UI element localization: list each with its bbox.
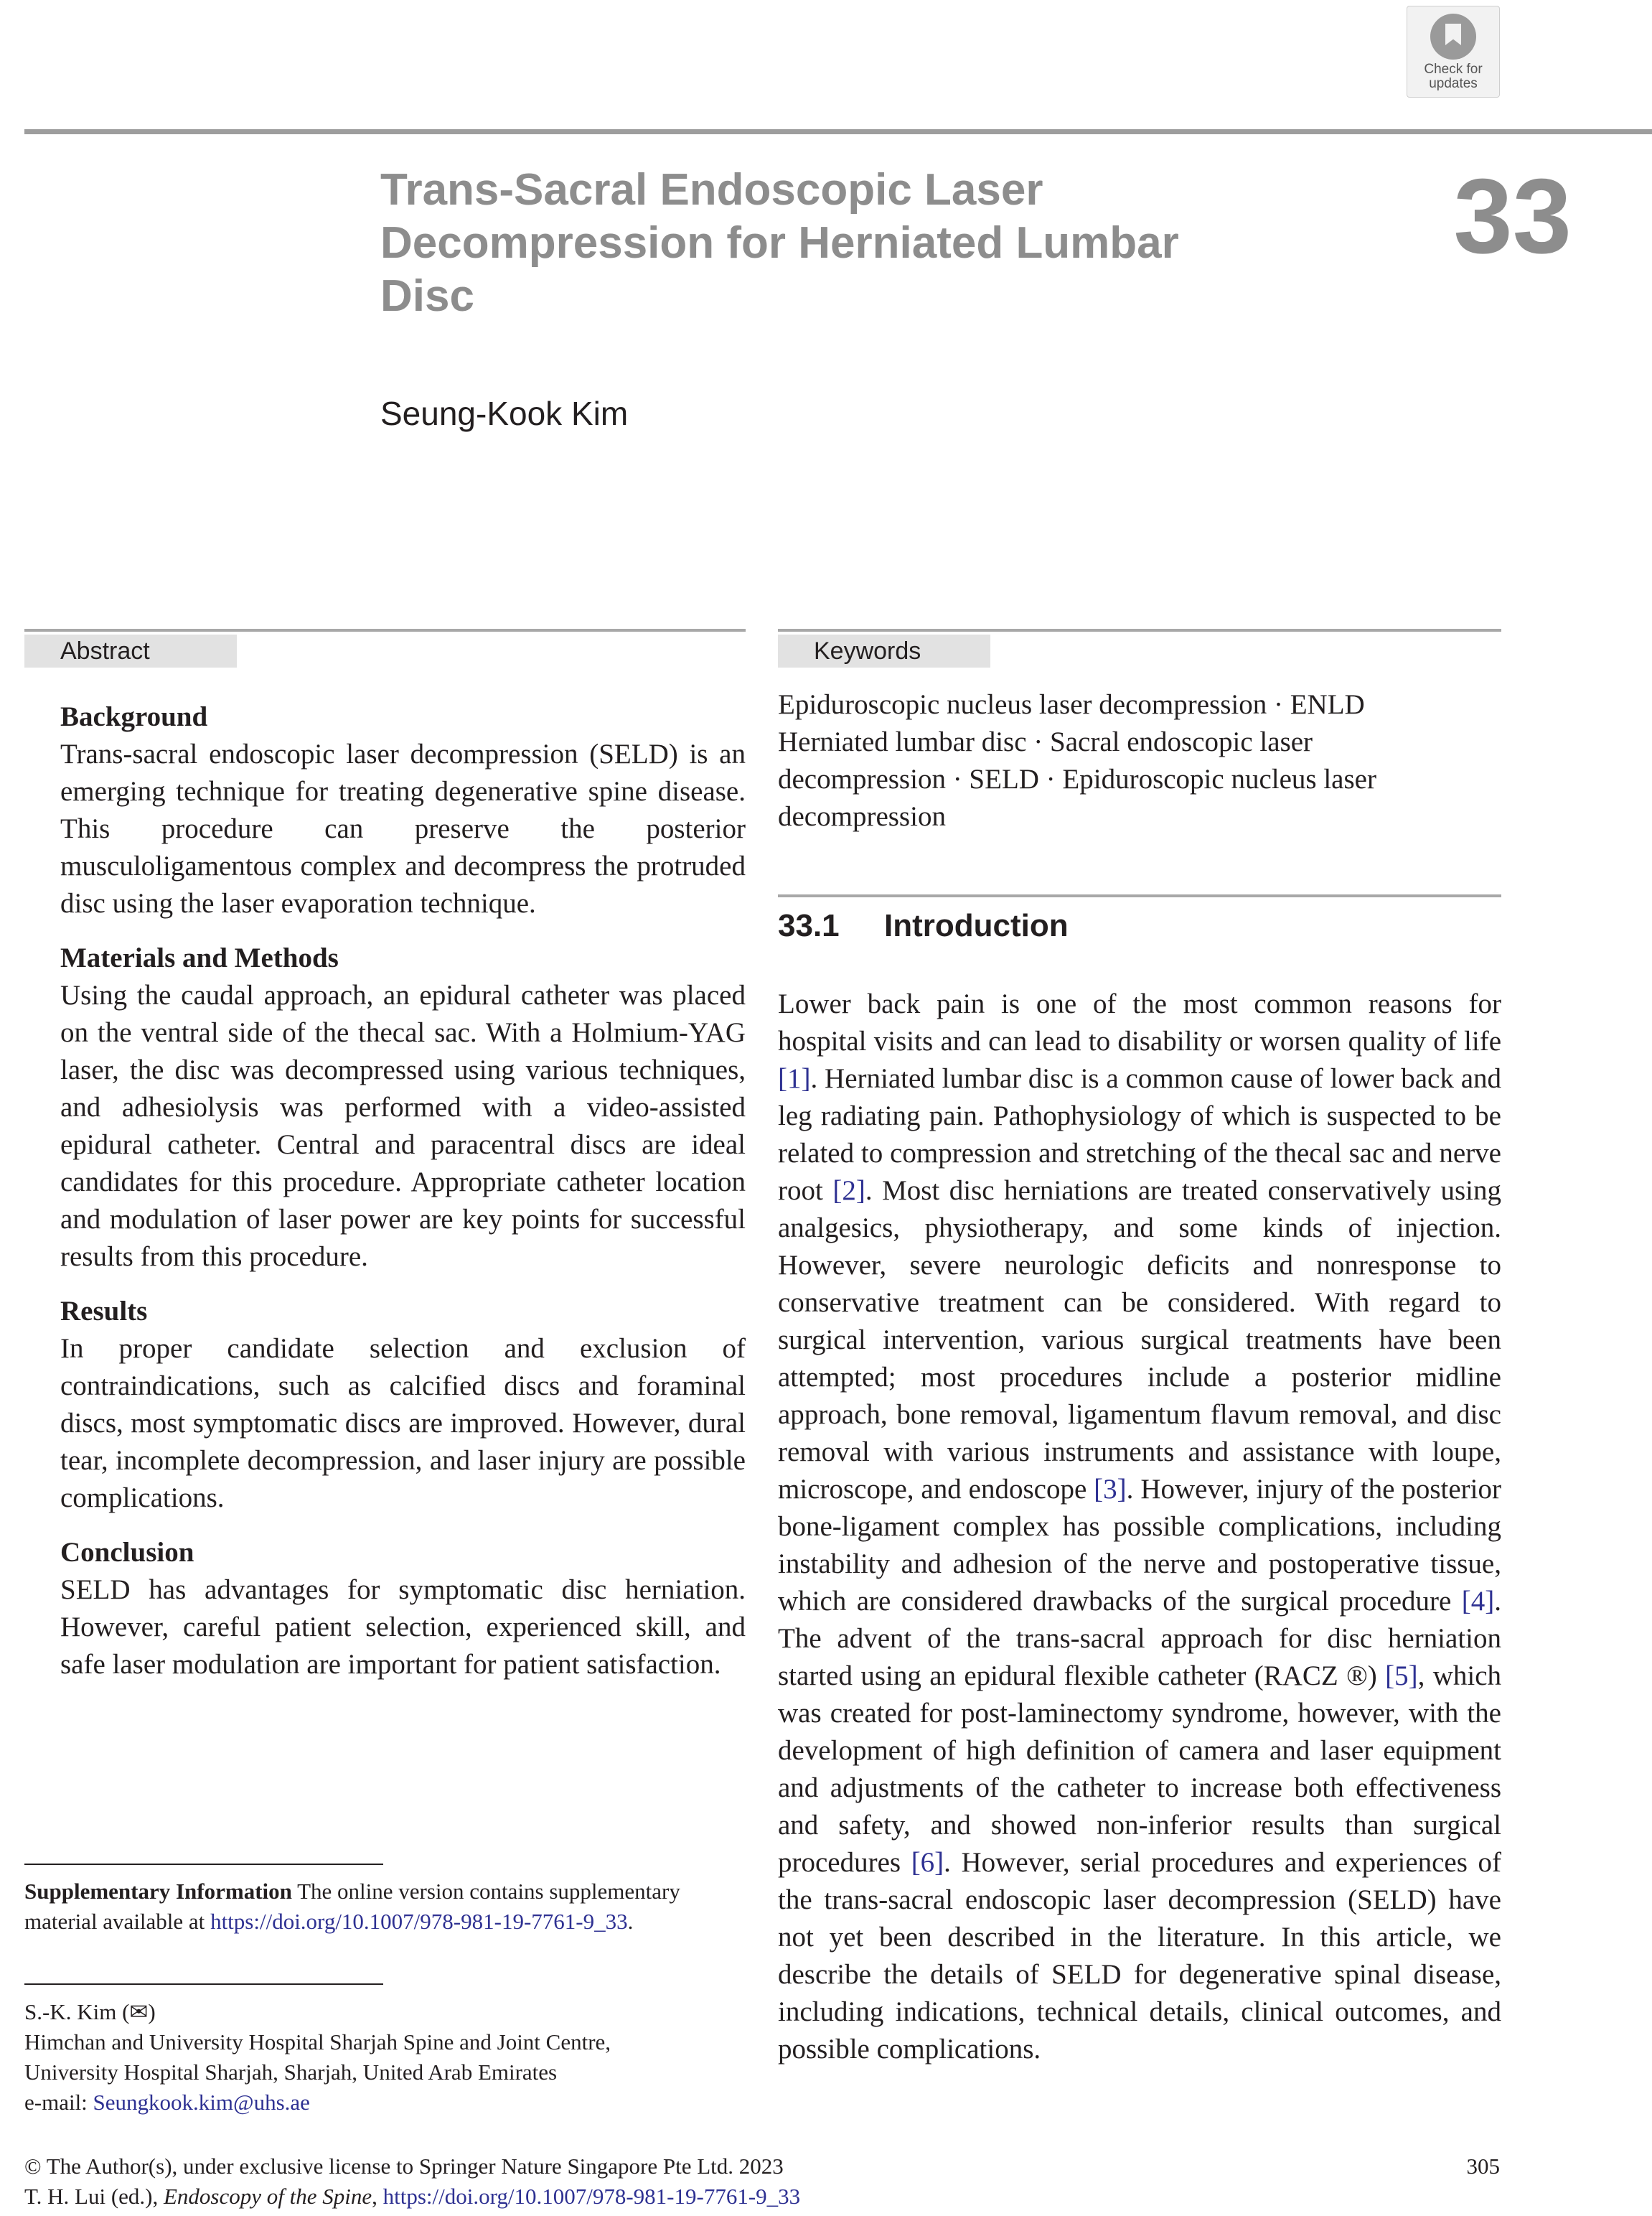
abstract-body [60,698,746,1701]
section-title: Introduction [884,908,1069,943]
check-for-updates-badge[interactable] [1407,6,1500,98]
intro-text: . However, serial procedures and experiences of the trans-sacral endoscopic laser decompression (SELD) have not yet been described in the literature. In this article, we describe the details of SELD for degenerative spinal disease, including indications, technical details, clinical outcomes, and possible complications. [778,1847,1501,2065]
doi-link[interactable]: https://doi.org/10.1007/978-981-19-7761-9_33 [383,2184,801,2209]
title-line: Trans-Sacral Endoscopic Laser [380,165,1043,215]
footnote-rule [24,1864,383,1865]
intro-rule [778,894,1501,897]
author-affiliation [24,1997,749,2118]
supplementary-link[interactable]: https://doi.org/10.1007/978-981-19-7761-9_33 [210,1909,628,1934]
intro-text: Lower back pain is one of the most common reasons for hospital visits and can lead to disability or worsen quality of life [778,988,1501,1057]
abstract-section-results [60,1293,746,1517]
chapter-number: 33 [1453,157,1572,276]
badge-line-2: updates [1429,76,1478,91]
section-heading [778,906,1069,946]
abstract-section-conclusion [60,1534,746,1683]
abstract-heading: Results [60,1296,148,1327]
copyright-line: © The Author(s), under exclusive license to Springer Nature Singapore Pte Ltd. 2023 [24,2154,784,2179]
email-label: e-mail: [24,2090,93,2115]
copyright-footer [24,2151,1173,2212]
citation-link[interactable]: [1] [778,1063,811,1094]
citation-link[interactable]: [2] [832,1175,865,1206]
abstract-section-background [60,698,746,922]
affiliation-rule [24,1983,383,1985]
intro-text: . However, injury of the posterior bone-ligament complex has possible complications, including instability and adhesion of the nerve and postoperative tissue, which are considered drawbacks of the surgical procedure [778,1474,1501,1617]
affiliation-line: Himchan and University Hospital Sharjah Spine and Joint Centre, [24,2029,611,2054]
citation-link[interactable]: [6] [911,1847,944,1878]
editor-prefix: T. H. Lui (ed.), [24,2184,164,2209]
supplementary-text: The online version contains supplementary material available at [24,1879,680,1934]
intro-text: . Most disc herniations are treated conservatively using analgesics, physiotherapy, and some kinds of injection. However, severe neurologic deficits and nonresponse to conservative treatment can be considered. With regard to surgical intervention, various surgical treatments have been attempted; most procedures include a posterior midline approach, bone removal, ligamentum flavum removal, and disc removal with various instruments and assistance with loupe, microscope, and endoscope [778,1175,1501,1505]
title-line: Decompression for Herniated Lumbar [380,218,1179,268]
abstract-heading: Background [60,701,208,732]
abstract-label: Abstract [24,635,237,668]
citation-link[interactable]: [5] [1385,1660,1418,1691]
keywords-rule [778,629,1501,632]
author-line: S.-K. Kim (✉) [24,1999,156,2024]
top-rule [24,129,1652,134]
book-title: Endoscopy of the Spine [163,2184,372,2209]
citation-link[interactable]: [3] [1094,1474,1127,1505]
introduction-body [778,986,1501,2068]
title-line: Disc [380,271,474,321]
abstract-heading: Conclusion [60,1537,194,1568]
supplementary-end: . [627,1909,634,1934]
section-number: 33.1 [778,908,840,943]
intro-text: . Herniated lumbar disc is a common cause of lower back and leg radiating pain. Pathophysiology of which is suspected to be related to compression and stretching of the thecal sac and nerve root [778,1063,1501,1206]
abstract-text: Using the caudal approach, an epidural catheter was placed on the ventral side of the thecal sac. With a Holmium-YAG laser, the disc was decompressed using various techniques, and adhesiolysis was performed with a video-assisted epidural catheter. Central and paracentral discs are ideal candidates for this procedure. Appropriate catheter location and modulation of laser power are key points for successful results from this procedure. [60,980,746,1272]
editor-sep: , [372,2184,383,2209]
abstract-heading: Materials and Methods [60,943,339,973]
abstract-text: Trans-sacral endoscopic laser decompression (SELD) is an emerging technique for treating degenerative spine disease. This procedure can preserve the posterior musculoligamentous complex and decompress the protruded disc using the laser evaporation technique. [60,739,746,919]
email-link[interactable]: Seungkook.kim@uhs.ae [93,2090,310,2115]
citation-line [24,2182,1173,2212]
abstract-text: In proper candidate selection and exclusion of contraindications, such as calcified discs and foraminal discs, most symptomatic discs are improved. However, dural tear, incomplete decompression, and laser injury are possible complications. [60,1333,746,1513]
abstract-rule [24,629,746,632]
intro-text: , which was created for post-laminectomy syndrome, however, with the development of high definition of camera and laser equipment and adjustments of the catheter to increase both effectiveness and safety, and showed non-inferior results than surgical procedures [778,1660,1502,1878]
badge-line-1: Check for [1424,62,1483,77]
abstract-section-methods [60,940,746,1276]
affiliation-line: University Hospital Sharjah, Sharjah, United Arab Emirates [24,2060,558,2085]
citation-link[interactable]: [4] [1461,1586,1495,1617]
abstract-text: SELD has advantages for symptomatic disc herniation. However, careful patient selection, experienced skill, and safe laser modulation are important for patient satisfaction. [60,1574,746,1680]
keywords-label: Keywords [778,635,990,668]
intro-text: . The advent of the trans-sacral approach for disc herniation started using an epidural flexible catheter (RACZ ®) [778,1586,1501,1691]
chapter-title [380,164,1242,323]
bookmark-icon [1430,14,1476,60]
email-line [24,2088,749,2118]
author-name: Seung-Kook Kim [380,395,629,432]
supplementary-info [24,1876,749,1937]
supplementary-label: Supplementary Information [24,1879,292,1904]
page-number: 305 [1466,2154,1500,2179]
keywords-text: Epiduroscopic nucleus laser decompression · ENLD Herniated lumbar disc · Sacral endoscopic laser decompression · SELD · Epiduroscopic nucleus laser decompression [778,689,1376,832]
